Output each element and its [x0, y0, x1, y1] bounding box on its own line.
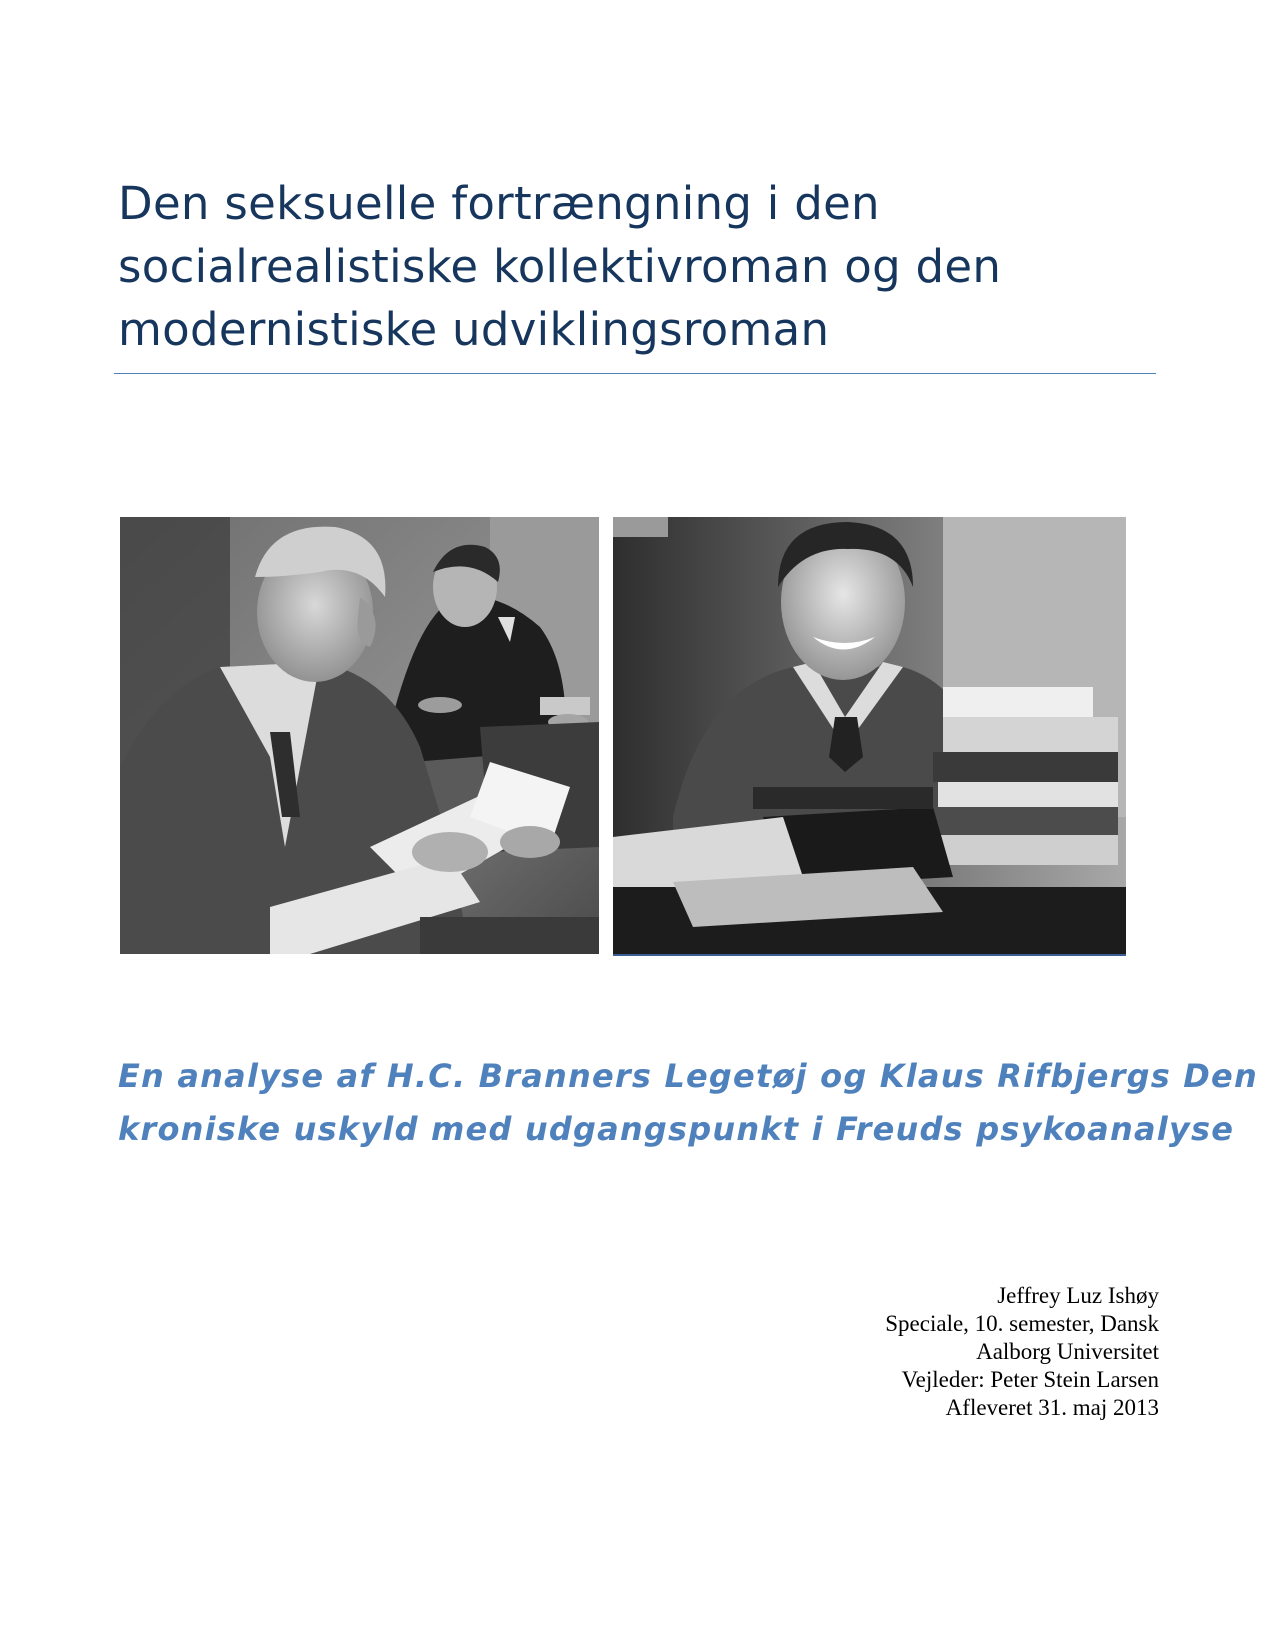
subtitle-line-2: kroniske uskyld med udgangspunkt i Freuds psykoanalyse — [118, 1110, 1235, 1148]
photo-man-reading — [120, 517, 599, 954]
author-info-block — [885, 1282, 1159, 1422]
course-info: Speciale, 10. semester, Dansk — [885, 1311, 1159, 1336]
title-divider — [114, 373, 1156, 374]
page-title — [118, 172, 1158, 361]
supervisor-info: Vejleder: Peter Stein Larsen — [901, 1367, 1159, 1392]
title-line-3: modernistiske udviklingsroman — [118, 303, 830, 356]
title-line-2: socialrealistiske kollektivroman og den — [118, 240, 1002, 293]
author-name: Jeffrey Luz Ishøy — [997, 1283, 1159, 1308]
submission-date: Afleveret 31. maj 2013 — [945, 1395, 1159, 1420]
subtitle — [118, 1050, 1258, 1156]
university-name: Aalborg Universitet — [976, 1339, 1159, 1364]
title-line-1: Den seksuelle fortrængning i den — [118, 177, 880, 230]
photo-man-typewriter — [613, 517, 1126, 956]
subtitle-line-1: En analyse af H.C. Branners Legetøj og Klaus Rifbjergs Den — [118, 1057, 1258, 1095]
